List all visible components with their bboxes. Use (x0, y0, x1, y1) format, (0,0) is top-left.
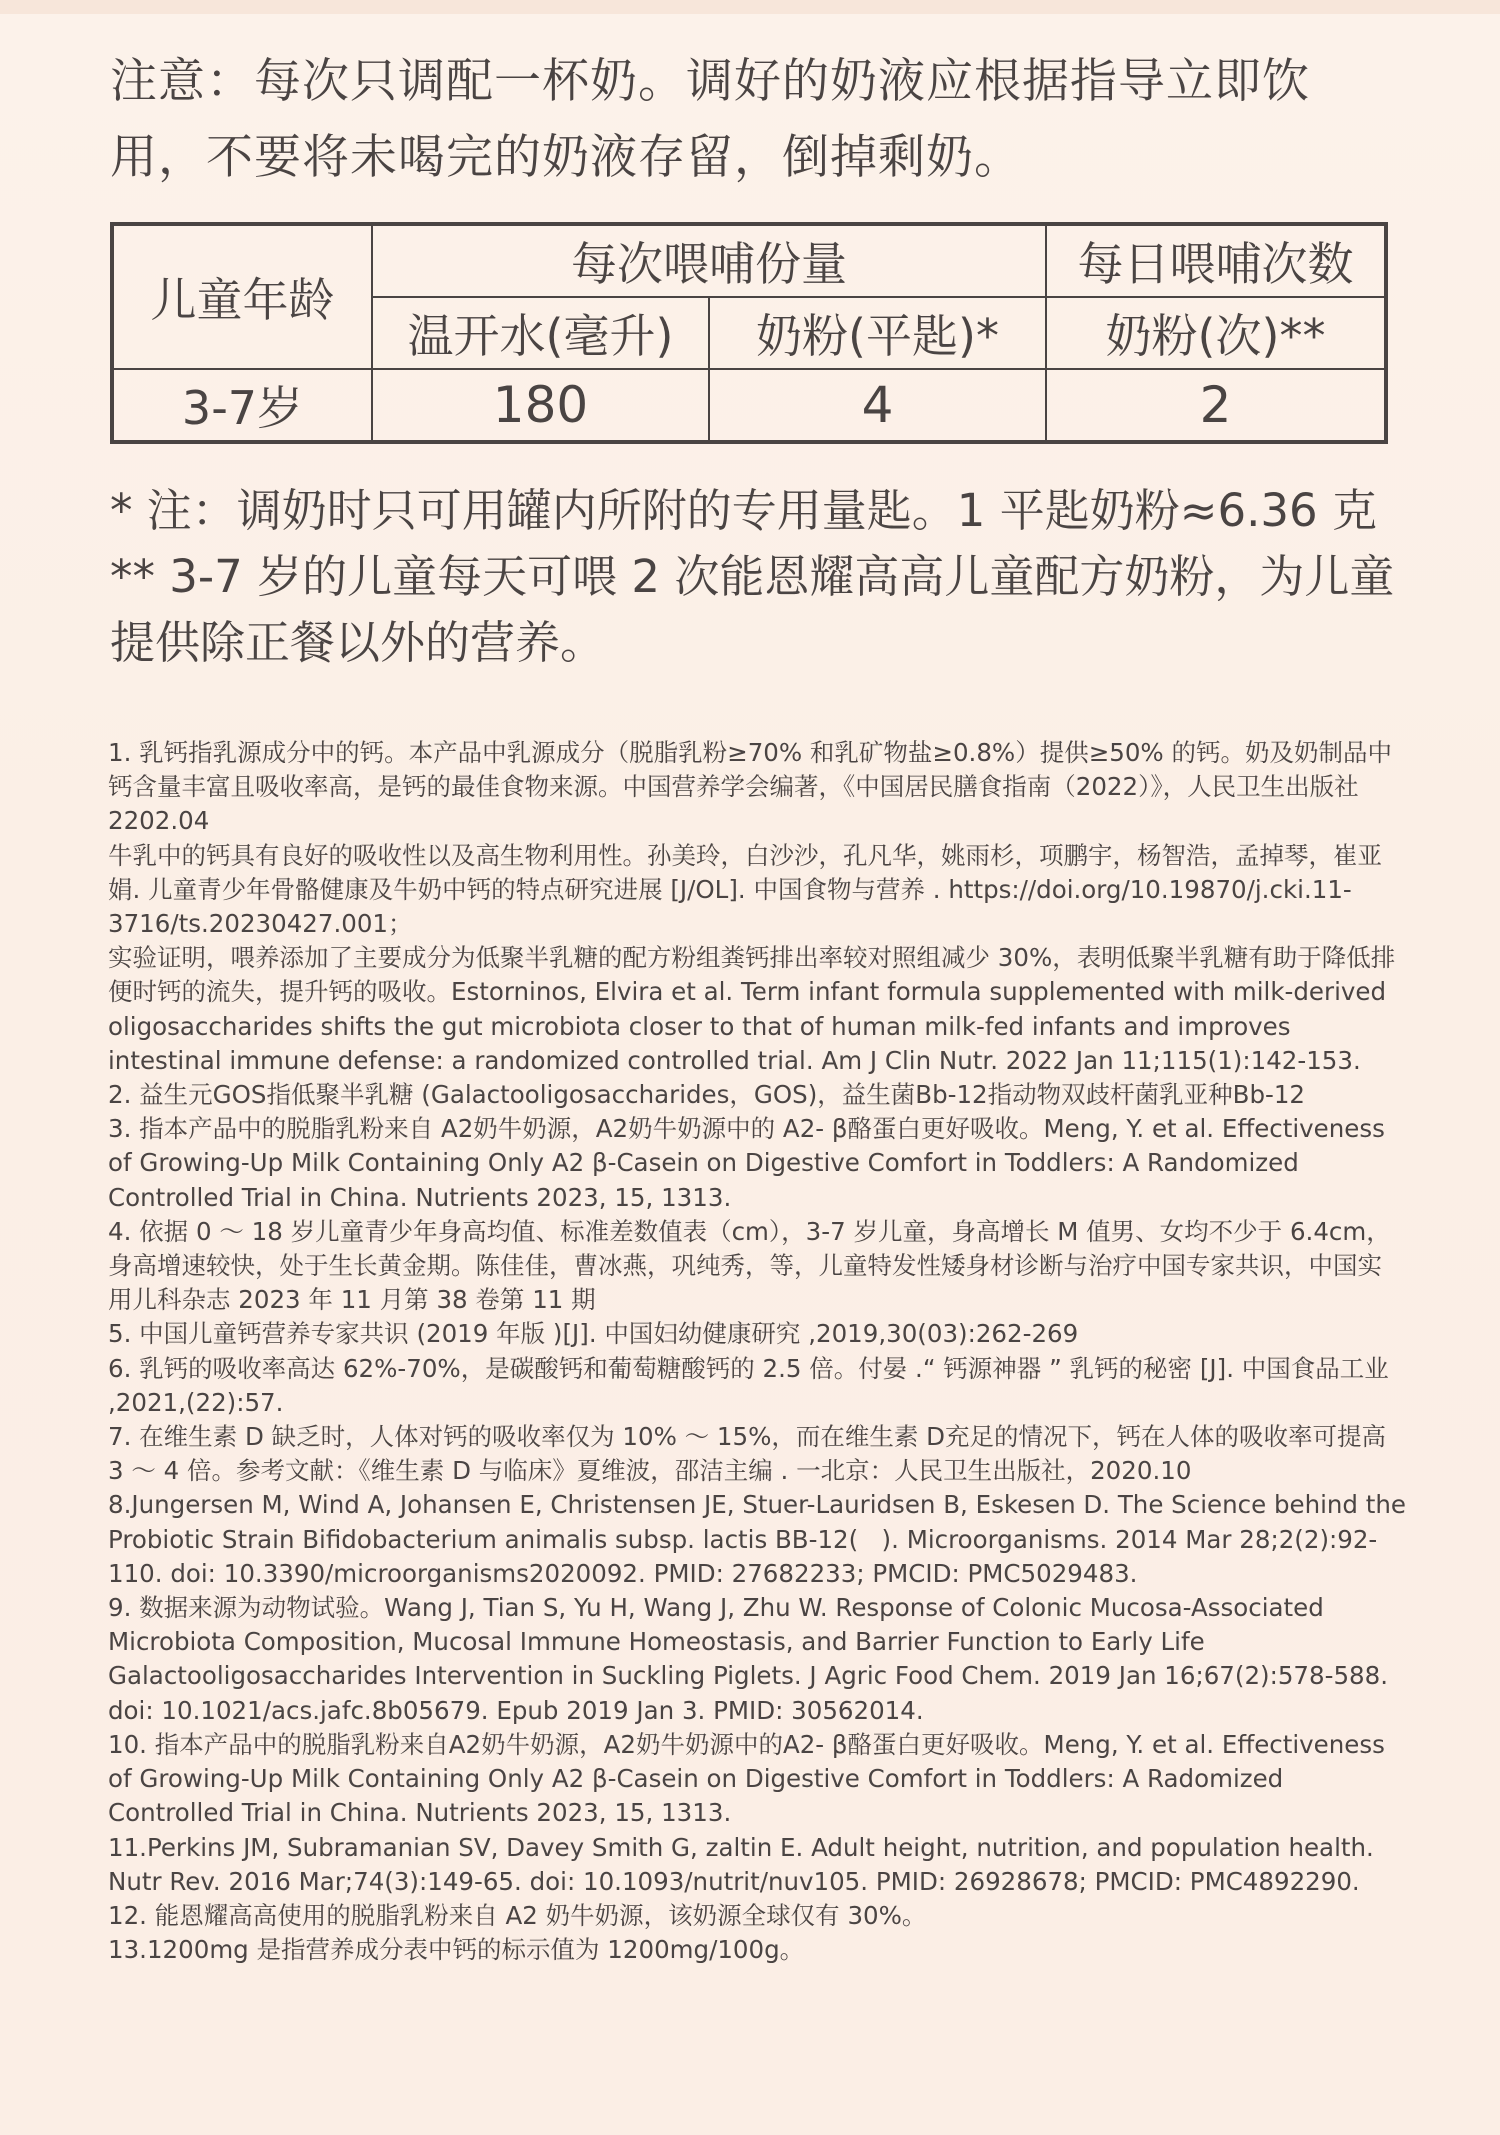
reference-item: 牛乳中的钙具有良好的吸收性以及高生物利用性。孙美玲，白沙沙，孔凡华，姚雨杉，项鹏宇，杨智浩，孟掉琴，崔亚娟. 儿童青少年骨骼健康及牛奶中钙的特点研究进展 [J/OL]. 中国食物与营养 . https://doi.org/10.19870/j.cki.11-3716/ts.20230427.001； (108, 840, 1382, 939)
reference-item: 1. 乳钙指乳源成分中的钙。本产品中乳源成分（脱脂乳粉≥70% 和乳矿物盐≥0.8%）提供≥50% 的钙。奶及奶制品中钙含量丰富且吸收率高，是钙的最佳食物来源。中国营养学会编著，《中国居民膳食指南（2022）》，人民卫生出版社 2202.04 (108, 738, 1392, 836)
reference-item: 5. 中国儿童钙营养专家共识 (2019 年版 )[J]. 中国妇幼健康研究 ,2019,30(03):262-269 (108, 1319, 1079, 1349)
per-feed-header: 每次喂哺份量 (372, 224, 1046, 297)
reference-item: 10. 指本产品中的脱脂乳粉来自A2奶牛奶源，A2奶牛奶源中的A2- β酪蛋白更好吸收。Meng, Y. et al. Effectiveness of Growing-Up Milk Containing Only A2 β-Casein on Digestive Comfort in Toddlers: A Radomized Controlled Trial in China. Nutrients 2023, 15, 1313. (108, 1729, 1393, 1828)
reference-item: 13.1200mg 是指营养成分表中钙的标示值为 1200mg/100g。 (108, 1935, 805, 1965)
reference-item: 8.Jungersen M, Wind A, Johansen E, Christensen JE, Stuer-Lauridsen B, Eskesen D. The Science behind the Probiotic Strain Bifidobacterium animalis subsp. lactis BB-12( ). Microorganisms. 2014 Mar 28;2(2):92-110. doi: 10.3390/microorganisms2020092. PMID: 27682233; PMCID: PMC5029483. (108, 1490, 1414, 1588)
powder-cell: 4 (709, 369, 1046, 442)
reference-item: 实验证明，喂养添加了主要成分为低聚半乳糖的配方粉组粪钙排出率较对照组减少 30%，表明低聚半乳糖有助于降低排便时钙的流失，提升钙的吸收。Estorninos, Elvira et al. Term infant formula supplemented with milk-derived oligosaccharides shifts the gut microbiota closer to that of human milk-fed infants and improves intestinal immune defense: a randomized controlled trial. Am J Clin Nutr. 2022 Jan 11;115(1):142-153. (108, 943, 1396, 1075)
feeding-table (110, 222, 1388, 444)
feeding-notice: 注意：每次只调配一杯奶。调好的奶液应根据指导立即饮用，不要将未喝完的奶液存留，倒掉剩奶。 (110, 54, 1310, 185)
reference-item: 11.Perkins JM, Subramanian SV, Davey Smith G, zaltin E. Adult height, nutrition, and population health. Nutr Rev. 2016 Mar;74(3):149-65. doi: 10.1093/nutrit/nuv105. PMID: 26928678; PMCID: PMC4892290. (108, 1832, 1382, 1896)
top-edge-strip (0, 0, 1500, 14)
footnote-scoop: * 注：调奶时只可用罐内所附的专用量匙。1 平匙奶粉≈6.36 克 (110, 484, 1377, 537)
reference-item: 9. 数据来源为动物试验。Wang J, Tian S, Yu H, Wang J, Zhu W. Response of Colonic Mucosa-Associated Microbiota Composition, Mucosal Immune Homeostasis, and Barrier Function to Early Life Galactooligosaccharides Intervention in Suckling Piglets. J Agric Food Chem. 2019 Jan 16;67(2):578-588. doi: 10.1021/acs.jafc.8b05679. Epub 2019 Jan 3. PMID: 30562014. (108, 1593, 1396, 1725)
reference-item: 2. 益生元GOS指低聚半乳糖 (Galactooligosaccharides，GOS)，益生菌Bb-12指动物双歧杆菌乳亚种Bb-12 (108, 1080, 1306, 1110)
footnotes (110, 478, 1400, 676)
age-header: 儿童年龄 (112, 224, 372, 369)
powder-header: 奶粉(平匙)* (709, 297, 1046, 369)
reference-item: 12. 能恩耀高高使用的脱脂乳粉来自 A2 奶牛奶源，该奶源全球仅有 30%。 (108, 1900, 927, 1930)
table-header-row-1 (112, 224, 1386, 297)
times-cell: 2 (1046, 369, 1386, 442)
references-list (108, 736, 1414, 1967)
reference-item: 6. 乳钙的吸收率高达 62%-70%，是碳酸钙和葡萄糖酸钙的 2.5 倍。付晏 .“ 钙源神器 ” 乳钙的秘密 [J]. 中国食品工业 ,2021,(22):57. (108, 1353, 1397, 1417)
powder-times-header: 奶粉(次)** (1046, 297, 1386, 369)
water-cell: 180 (372, 369, 709, 442)
reference-item: 3. 指本产品中的脱脂乳粉来自 A2奶牛奶源，A2奶牛奶源中的 A2- β酪蛋白更好吸收。Meng, Y. et al. Effectiveness of Growing-Up Milk Containing Only A2 β-Casein on Digestive Comfort in Toddlers: A Randomized Controlled Trial in China. Nutrients 2023, 15, 1313. (108, 1114, 1393, 1212)
reference-item: 7. 在维生素 D 缺乏时，人体对钙的吸收率仅为 10% ～ 15%，而在维生素 D充足的情况下，钙在人体的吸收率可提高 3 ～ 4 倍。参考文献：《维生素 D 与临床》夏维波，邵洁主编 . 一北京：人民卫生出版社，2020.10 (108, 1422, 1394, 1486)
water-header: 温开水(毫升) (372, 297, 709, 369)
age-cell: 3-7岁 (112, 369, 372, 442)
table-row (112, 369, 1386, 442)
footnote-daily: ** 3-7 岁的儿童每天可喂 2 次能恩耀高高儿童配方奶粉，为儿童提供除正餐以外的营养。 (110, 550, 1395, 669)
daily-header: 每日喂哺次数 (1046, 224, 1386, 297)
reference-item: 4. 依据 0 ～ 18 岁儿童青少年身高均值、标准差数值表（cm），3-7 岁儿童，身高增长 M 值男、女均不少于 6.4cm，身高增速较快，处于生长黄金期。陈佳佳，曹冰燕，巩纯秀，等，儿童特发性矮身材诊断与治疗中国专家共识，中国实用儿科杂志 2023 年 11 月第 38 卷第 11 期 (108, 1216, 1391, 1315)
